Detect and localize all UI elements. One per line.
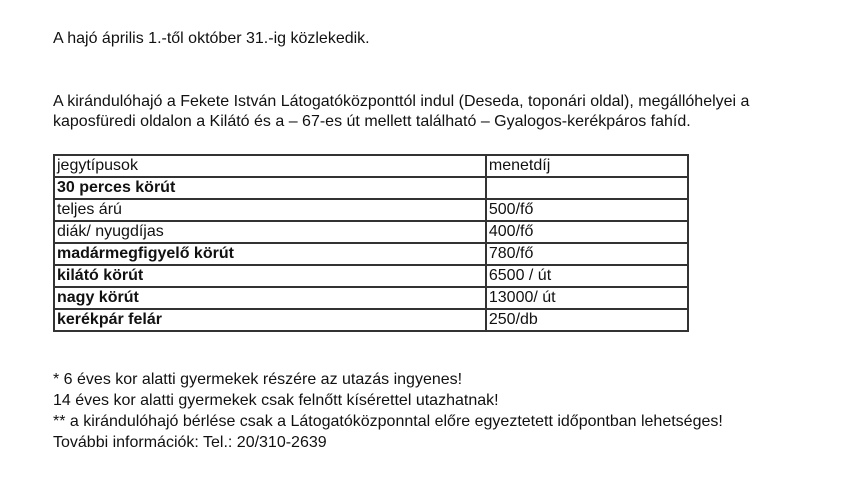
table-cell-label: nagy körút <box>54 287 486 309</box>
table-row <box>54 309 688 331</box>
table-cell-price: 6500 / út <box>486 265 688 287</box>
table-cell-price: 780/fő <box>486 243 688 265</box>
table-cell-price: 250/db <box>486 309 688 331</box>
table-cell-price: 13000/ út <box>486 287 688 309</box>
intro-text: A hajó április 1.-től október 31.-ig közlekedik. <box>53 30 370 47</box>
note-under-6: * 6 éves kor alatti gyermekek részére az utazás ingyenes! <box>53 371 463 388</box>
table-cell-price <box>486 177 688 199</box>
fare-table <box>53 154 689 332</box>
table-cell-label: teljes árú <box>54 199 486 221</box>
table-row <box>54 199 688 221</box>
table-cell-label: 30 perces körút <box>54 177 486 199</box>
note-under-14: 14 éves kor alatti gyermekek csak felnőtt kísérettel utazhatnak! <box>53 392 499 409</box>
table-row <box>54 243 688 265</box>
table-row <box>54 221 688 243</box>
note-rental: ** a kirándulóhajó bérlése csak a Látogatóközponntal előre egyeztetett időpontban lehetséges! <box>53 413 723 430</box>
table-cell-price: 400/fő <box>486 221 688 243</box>
contact-info: További információk: Tel.: 20/310-2639 <box>53 434 327 451</box>
table-cell-label: kerékpár felár <box>54 309 486 331</box>
table-header-ticket-type: jegytípusok <box>54 155 486 177</box>
table-cell-label: kilátó körút <box>54 265 486 287</box>
table-header-fare: menetdíj <box>486 155 688 177</box>
table-header-row <box>54 155 688 177</box>
table-cell-label: diák/ nyugdíjas <box>54 221 486 243</box>
description-line-2: kaposfüredi oldalon a Kilátó és a – 67-es út mellett található – Gyalogos-kerékpáros fahíd. <box>53 113 691 130</box>
table-cell-label: madármegfigyelő körút <box>54 243 486 265</box>
table-row <box>54 265 688 287</box>
table-cell-price: 500/fő <box>486 199 688 221</box>
table-row <box>54 177 688 199</box>
table-row <box>54 287 688 309</box>
description-line-1: A kirándulóhajó a Fekete István Látogatóközponttól indul (Deseda, toponári oldal), megállóhelyei a <box>53 93 750 110</box>
